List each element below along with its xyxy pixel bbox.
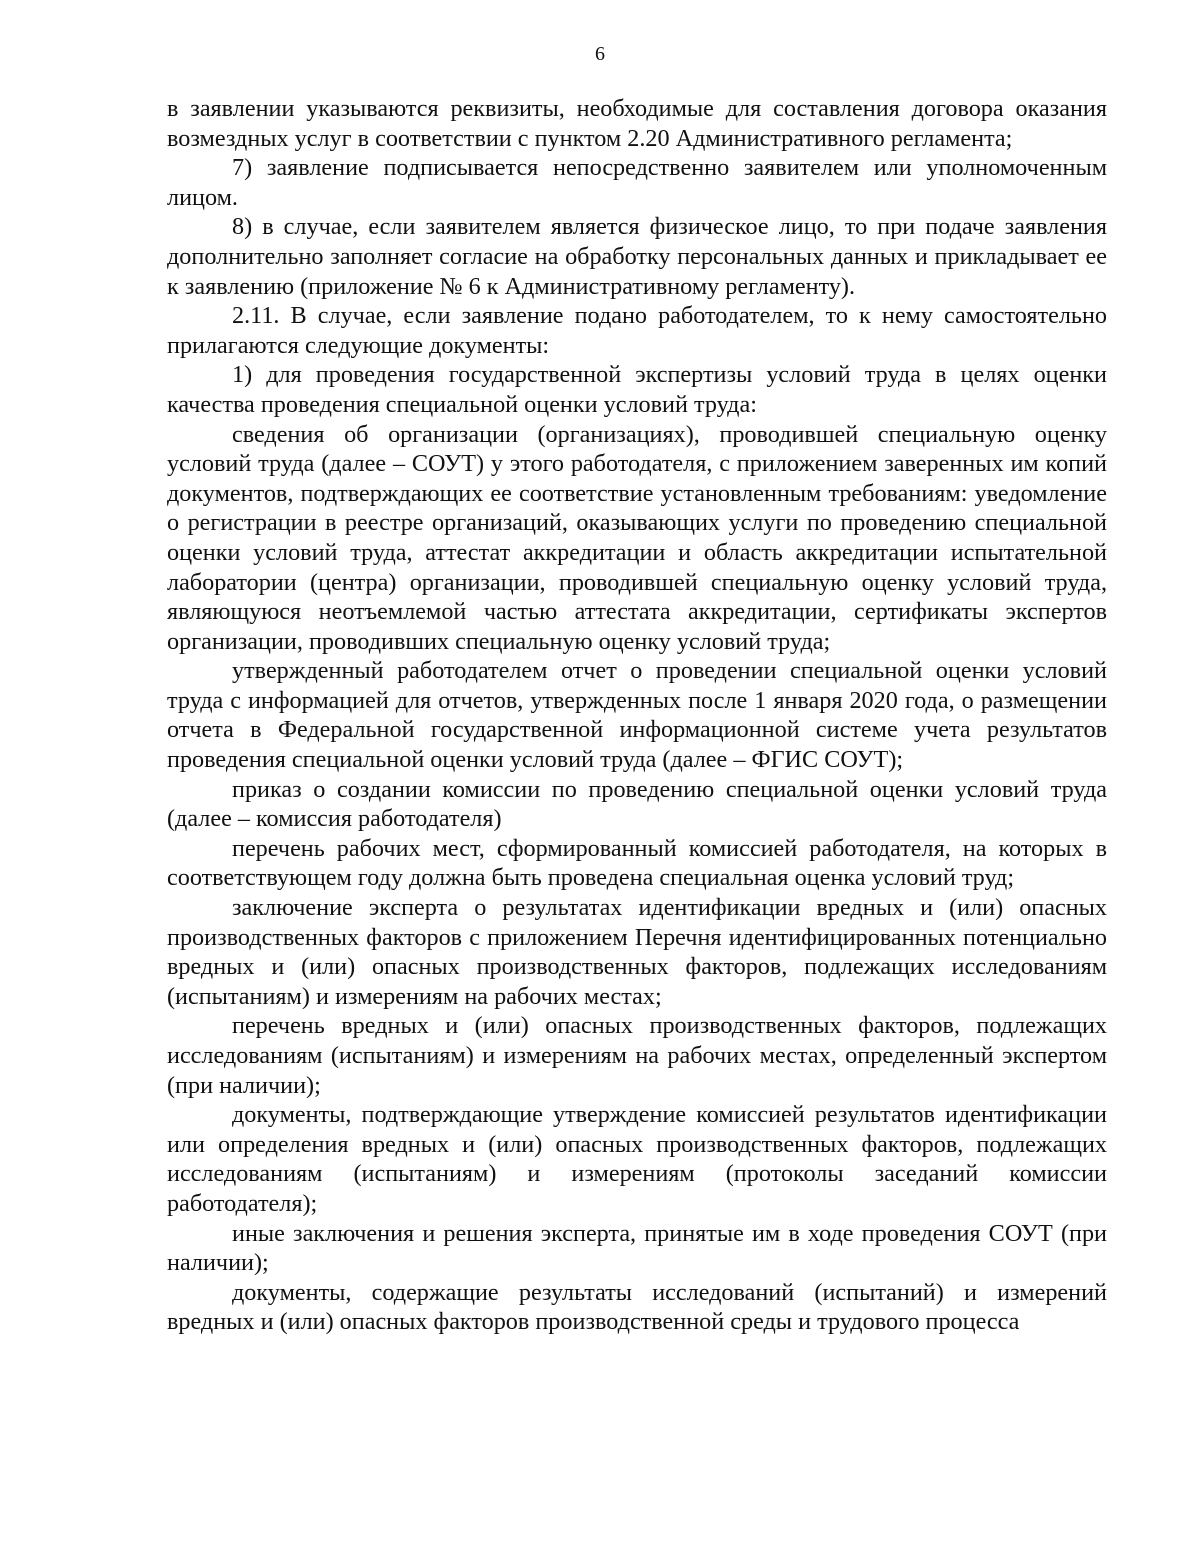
paragraph: иные заключения и решения эксперта, принятые им в ходе проведения СОУТ (при наличии); — [167, 1219, 1107, 1277]
page-number: 6 — [595, 43, 605, 65]
paragraph: приказ о создании комиссии по проведению специальной оценки условий труда (далее – комиссия работодателя) — [167, 775, 1107, 833]
paragraph: в заявлении указываются реквизиты, необходимые для составления договора оказания возмездных услуг в соответствии с пунктом 2.20 Административного регламента; — [167, 95, 1107, 152]
paragraph: перечень рабочих мест, сформированный комиссией работодателя, на которых в соответствующем году должна быть проведена специальная оценка условий труд; — [167, 834, 1107, 892]
paragraph: 1) для проведения государственной экспертизы условий труда в целях оценки качества проведения специальной оценки условий труда: — [167, 361, 1107, 418]
paragraph: заключение эксперта о результатах идентификации вредных и (или) опасных производственных факторов с приложением Перечня идентифицированных потенциально вредных и (или) опасных производственных факторов, подлежащих исследованиям (испытаниям) и измерениям на рабочих местах; — [167, 894, 1107, 1010]
paragraph: сведения об организации (организациях), проводившей специальную оценку условий труда (далее – СОУТ) у этого работодателя, с приложением заверенных им копий документов, подтверждающих ее соответствие установленным требованиям: уведомление о регистрации в реестре организаций, оказывающих услуги по проведению специальной оценки условий труда, аттестат аккредитации и область аккредитации испытательной лаборатории (центра) организации, проводившей специальную оценку условий труда, являющуюся неотъемлемой частью аттестата аккредитации, сертификаты экспертов организации, проводивших специальную оценку условий труда; — [167, 420, 1107, 655]
paragraph: 7) заявление подписывается непосредственно заявителем или уполномоченным лицом. — [167, 154, 1107, 211]
paragraph: документы, содержащие результаты исследований (испытаний) и измерений вредных и (или) опасных факторов производственной среды и трудового процесса — [167, 1278, 1107, 1336]
paragraph: перечень вредных и (или) опасных производственных факторов, подлежащих исследованиям (испытаниям) и измерениям на рабочих местах, определенный экспертом (при наличии); — [167, 1012, 1107, 1099]
paragraph: 8) в случае, если заявителем является физическое лицо, то при подаче заявления дополнительно заполняет согласие на обработку персональных данных и прикладывает ее к заявлению (приложение № 6 к Административному регламенту). — [167, 213, 1107, 300]
paragraph: документы, подтверждающие утверждение комиссией результатов идентификации или определения вредных и (или) опасных производственных факторов, подлежащих исследованиям (испытаниям) и измерениям (протоколы заседаний комиссии работодателя); — [167, 1101, 1107, 1217]
paragraph: 2.11. В случае, если заявление подано работодателем, то к нему самостоятельно прилагаются следующие документы: — [167, 302, 1107, 359]
document-body — [167, 94, 1107, 1337]
paragraph: утвержденный работодателем отчет о проведении специальной оценки условий труда с информацией для отчетов, утвержденных после 1 января 2020 года, о размещении отчета в Федеральной государственной информационной системе учета результатов проведения специальной оценки условий труда (далее – ФГИС СОУТ); — [167, 657, 1107, 774]
